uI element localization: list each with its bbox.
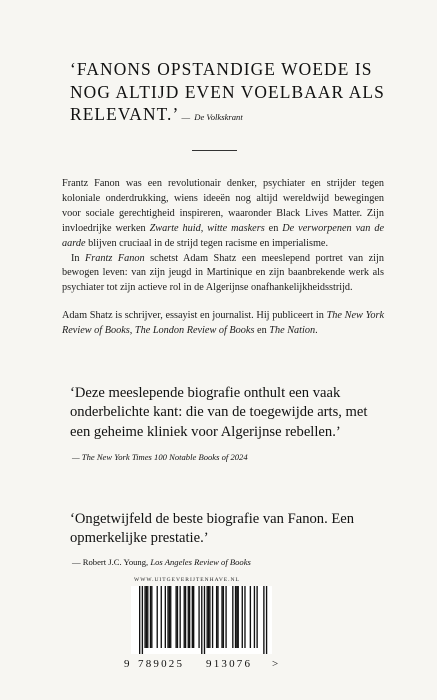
barcode-bar <box>175 586 176 648</box>
book-blurb <box>62 177 384 339</box>
barcode-bar <box>201 586 202 654</box>
barcode-bar <box>232 586 233 648</box>
author-bio: Adam Shatz is schrijver, essayist en journalist. Hij publiceert in The New York Review of Books, The London Review of Books en The Nation. <box>62 310 384 337</box>
barcode-bar <box>250 586 251 648</box>
barcode-digits-left: 789025 <box>138 658 185 670</box>
barcode-bar <box>256 586 257 648</box>
review-quote-young-attribution <box>70 556 388 568</box>
barcode-bar <box>263 586 264 654</box>
barcode-bar <box>207 586 208 648</box>
barcode-bar <box>221 586 222 648</box>
barcode-bar <box>192 586 193 648</box>
review-quote-nyt <box>70 384 388 463</box>
barcode-bar <box>242 586 243 648</box>
top-quote-text: ‘FANONS OPSTANDIGE WOEDE IS NOG ALTIJD EVEN VOELBAAR ALS RELEVANT.’ <box>70 59 385 124</box>
barcode-bar <box>165 586 166 648</box>
top-quote-source: De Volkskrant <box>194 112 243 122</box>
review-quote-nyt-attribution: — The New York Times 100 Notable Books of 2024 <box>72 452 248 463</box>
barcode-bar <box>223 586 224 648</box>
barcode-bar <box>184 586 185 648</box>
barcode-bar <box>217 586 218 648</box>
review-quote-young <box>70 510 388 568</box>
barcode-bar <box>161 586 162 648</box>
barcode-bar <box>209 586 210 648</box>
barcode-bar <box>216 586 217 648</box>
barcode-bar <box>266 586 267 654</box>
barcode-digits-right: 913076 <box>206 658 253 670</box>
barcode-digit-quiet: > <box>272 658 279 670</box>
barcode-digits <box>124 658 284 670</box>
review-quote-nyt-text: ‘Deze meeslepende biografie onthult een vaak onderbelichte kant: die van de toegewijde arts, met een geheime kliniek voor Algerijnse rebellen.’ <box>70 385 368 440</box>
publisher-url: WWW.UITGEVERIJTENHAVE.NL <box>134 577 240 583</box>
blurb-paragraph-1: Frantz Fanon was een revolutionair denker, psychiater en strijder tegen koloniale onderdrukking, wiens ideeën nog altijd wereldwijd bewegingen voor sociale gerechtigheid inspireren, waaronder Black Lives Matter. Zijn invloedrijke werken Zwarte huid, witte maskers en De verworpenen van de aarde blijven cruciaal in de strijd tegen racisme en imperialisme. <box>62 178 384 249</box>
barcode-bar <box>254 586 255 648</box>
divider-rule <box>192 150 237 151</box>
barcode-bar <box>208 586 209 648</box>
barcode-bar <box>236 586 237 648</box>
barcode-bar <box>147 586 148 648</box>
barcode-bar <box>204 586 205 654</box>
barcode-bar <box>177 586 178 648</box>
barcode-bar <box>170 586 171 648</box>
barcode-bar <box>151 586 152 648</box>
barcode-bar <box>189 586 190 648</box>
barcode-bar <box>146 586 147 648</box>
barcode-bar <box>238 586 239 648</box>
barcode-bar <box>157 586 158 648</box>
barcode-bar <box>225 586 226 648</box>
barcode-bar <box>180 586 181 648</box>
barcode-bar <box>193 586 194 648</box>
barcode-bar <box>198 586 199 648</box>
barcode-bars <box>131 586 272 654</box>
top-review-quote <box>70 58 410 129</box>
barcode-bar <box>144 586 145 648</box>
top-quote-dash: — <box>179 112 193 122</box>
barcode-bar <box>169 586 170 648</box>
barcode-bar <box>142 586 143 654</box>
attribution-publication: Los Angeles Review of Books <box>150 556 251 567</box>
barcode-bar <box>150 586 151 648</box>
barcode-bar <box>212 586 213 648</box>
barcode-bar <box>185 586 186 648</box>
review-quote-young-text: ‘Ongetwijfeld de beste biografie van Fanon. Een opmerkelijke prestatie.’ <box>70 511 355 547</box>
isbn-barcode <box>131 586 272 654</box>
barcode-bar <box>167 586 168 648</box>
barcode-digit-lead: 9 <box>124 658 130 670</box>
blurb-paragraph-2: In Frantz Fanon schetst Adam Shatz een meeslepend portret van zijn bewogen leven: van zijn jeugd in Martinique en zijn baanbrekende werk als psychiater tot zijn actieve rol in de Algerijnse onafhankelijkheidsstrijd. <box>62 252 384 294</box>
barcode-bar <box>235 586 236 648</box>
attribution-author: — Robert J.C. Young, <box>72 556 151 567</box>
barcode-bar <box>244 586 245 648</box>
barcode-bar <box>188 586 189 648</box>
barcode-bar <box>139 586 140 654</box>
